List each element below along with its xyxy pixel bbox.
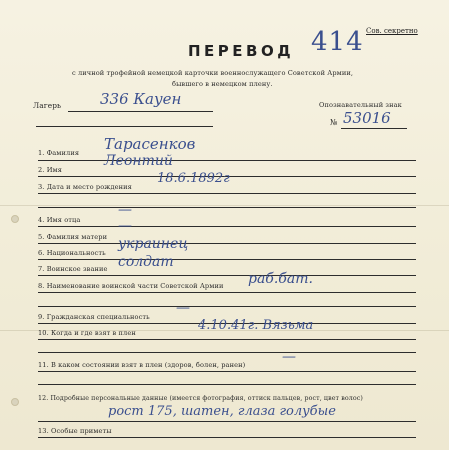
- camp-value: 336 Кауен: [100, 90, 182, 108]
- field-captured-value: 4.10.41г. Вязьма: [198, 318, 314, 333]
- field-rank-label: 7. Воинское звание: [38, 265, 108, 273]
- field-unit-label: 8. Наименование воинской части Советской Армии: [38, 282, 224, 290]
- ident-underline: [341, 128, 407, 129]
- field-profession-label: 9. Гражданская специальность: [38, 313, 150, 321]
- field-personal-label: 12. Подробные персональные данные (имеется фотография, оттиск пальцев, рост, цвет волос): [38, 395, 363, 402]
- field-birth-value: 18.6.1892г: [157, 171, 230, 186]
- camp-label: Лагерь: [33, 101, 62, 110]
- ident-prefix: №: [330, 118, 338, 127]
- field-personal-value: рост 175, шатен, глаза голубые: [108, 404, 336, 419]
- field-underline: [38, 259, 416, 260]
- punch-hole: [11, 215, 19, 223]
- field-underline: [38, 160, 416, 161]
- field-rank-value: солдат: [118, 254, 174, 270]
- camp-underline: [68, 111, 213, 112]
- field-underline: [38, 421, 416, 422]
- field-nationality-label: 6. Национальность: [38, 249, 106, 257]
- field-underline: [38, 437, 416, 438]
- punch-hole: [11, 398, 19, 406]
- field-father-value: —: [118, 202, 132, 218]
- field-underline: [38, 243, 416, 244]
- field-underline: [38, 352, 416, 353]
- field-condition-label: 11. В каком состоянии взят в плен (здоров, болен, ранен): [38, 361, 246, 369]
- page-title: ПЕРЕВОД: [188, 42, 295, 60]
- field-birth-label: 3. Дата и место рождения: [38, 183, 132, 191]
- secrecy-stamp: Сов. секретно: [366, 27, 418, 35]
- field-captured-label: 10. Когда и где взят в плен: [38, 329, 136, 337]
- handwritten-number: 414: [311, 27, 364, 57]
- field-underline: [38, 306, 416, 307]
- camp-underline-2: [36, 126, 213, 127]
- field-name-label: 2. Имя: [38, 166, 63, 174]
- field-underline: [38, 384, 416, 385]
- field-underline: [38, 226, 416, 227]
- field-marks-label: 13. Особые приметы: [38, 427, 112, 435]
- field-nationality-value: украинец: [118, 236, 189, 252]
- field-underline: [38, 339, 416, 340]
- field-father-label: 4. Имя отца: [38, 216, 81, 224]
- fold-line: [0, 205, 449, 206]
- field-underline: [38, 193, 416, 194]
- field-underline: [38, 371, 416, 372]
- field-surname-label: 1. Фамилия: [38, 149, 80, 157]
- ident-value: 53016: [343, 109, 391, 127]
- field-underline: [38, 292, 416, 293]
- field-underline: [38, 207, 416, 208]
- field-unit-value: раб.бат.: [248, 271, 313, 287]
- field-underline: [38, 275, 416, 276]
- subtitle-line-1: с личной трофейной немецкой карточки военнослужащего Советской Армии,: [72, 69, 354, 77]
- field-surname-value: Тарасенков: [104, 135, 196, 153]
- ident-label: Опознавательный знак: [319, 101, 402, 109]
- field-profession-value: —: [176, 300, 190, 316]
- field-name-value: Леонтий: [104, 153, 173, 169]
- field-condition-value: —: [282, 349, 296, 365]
- subtitle-line-2: бывшего в немецком плену.: [172, 80, 273, 88]
- field-mother-label: 5. Фамилия матери: [38, 233, 108, 241]
- field-mother-value: —: [118, 218, 132, 234]
